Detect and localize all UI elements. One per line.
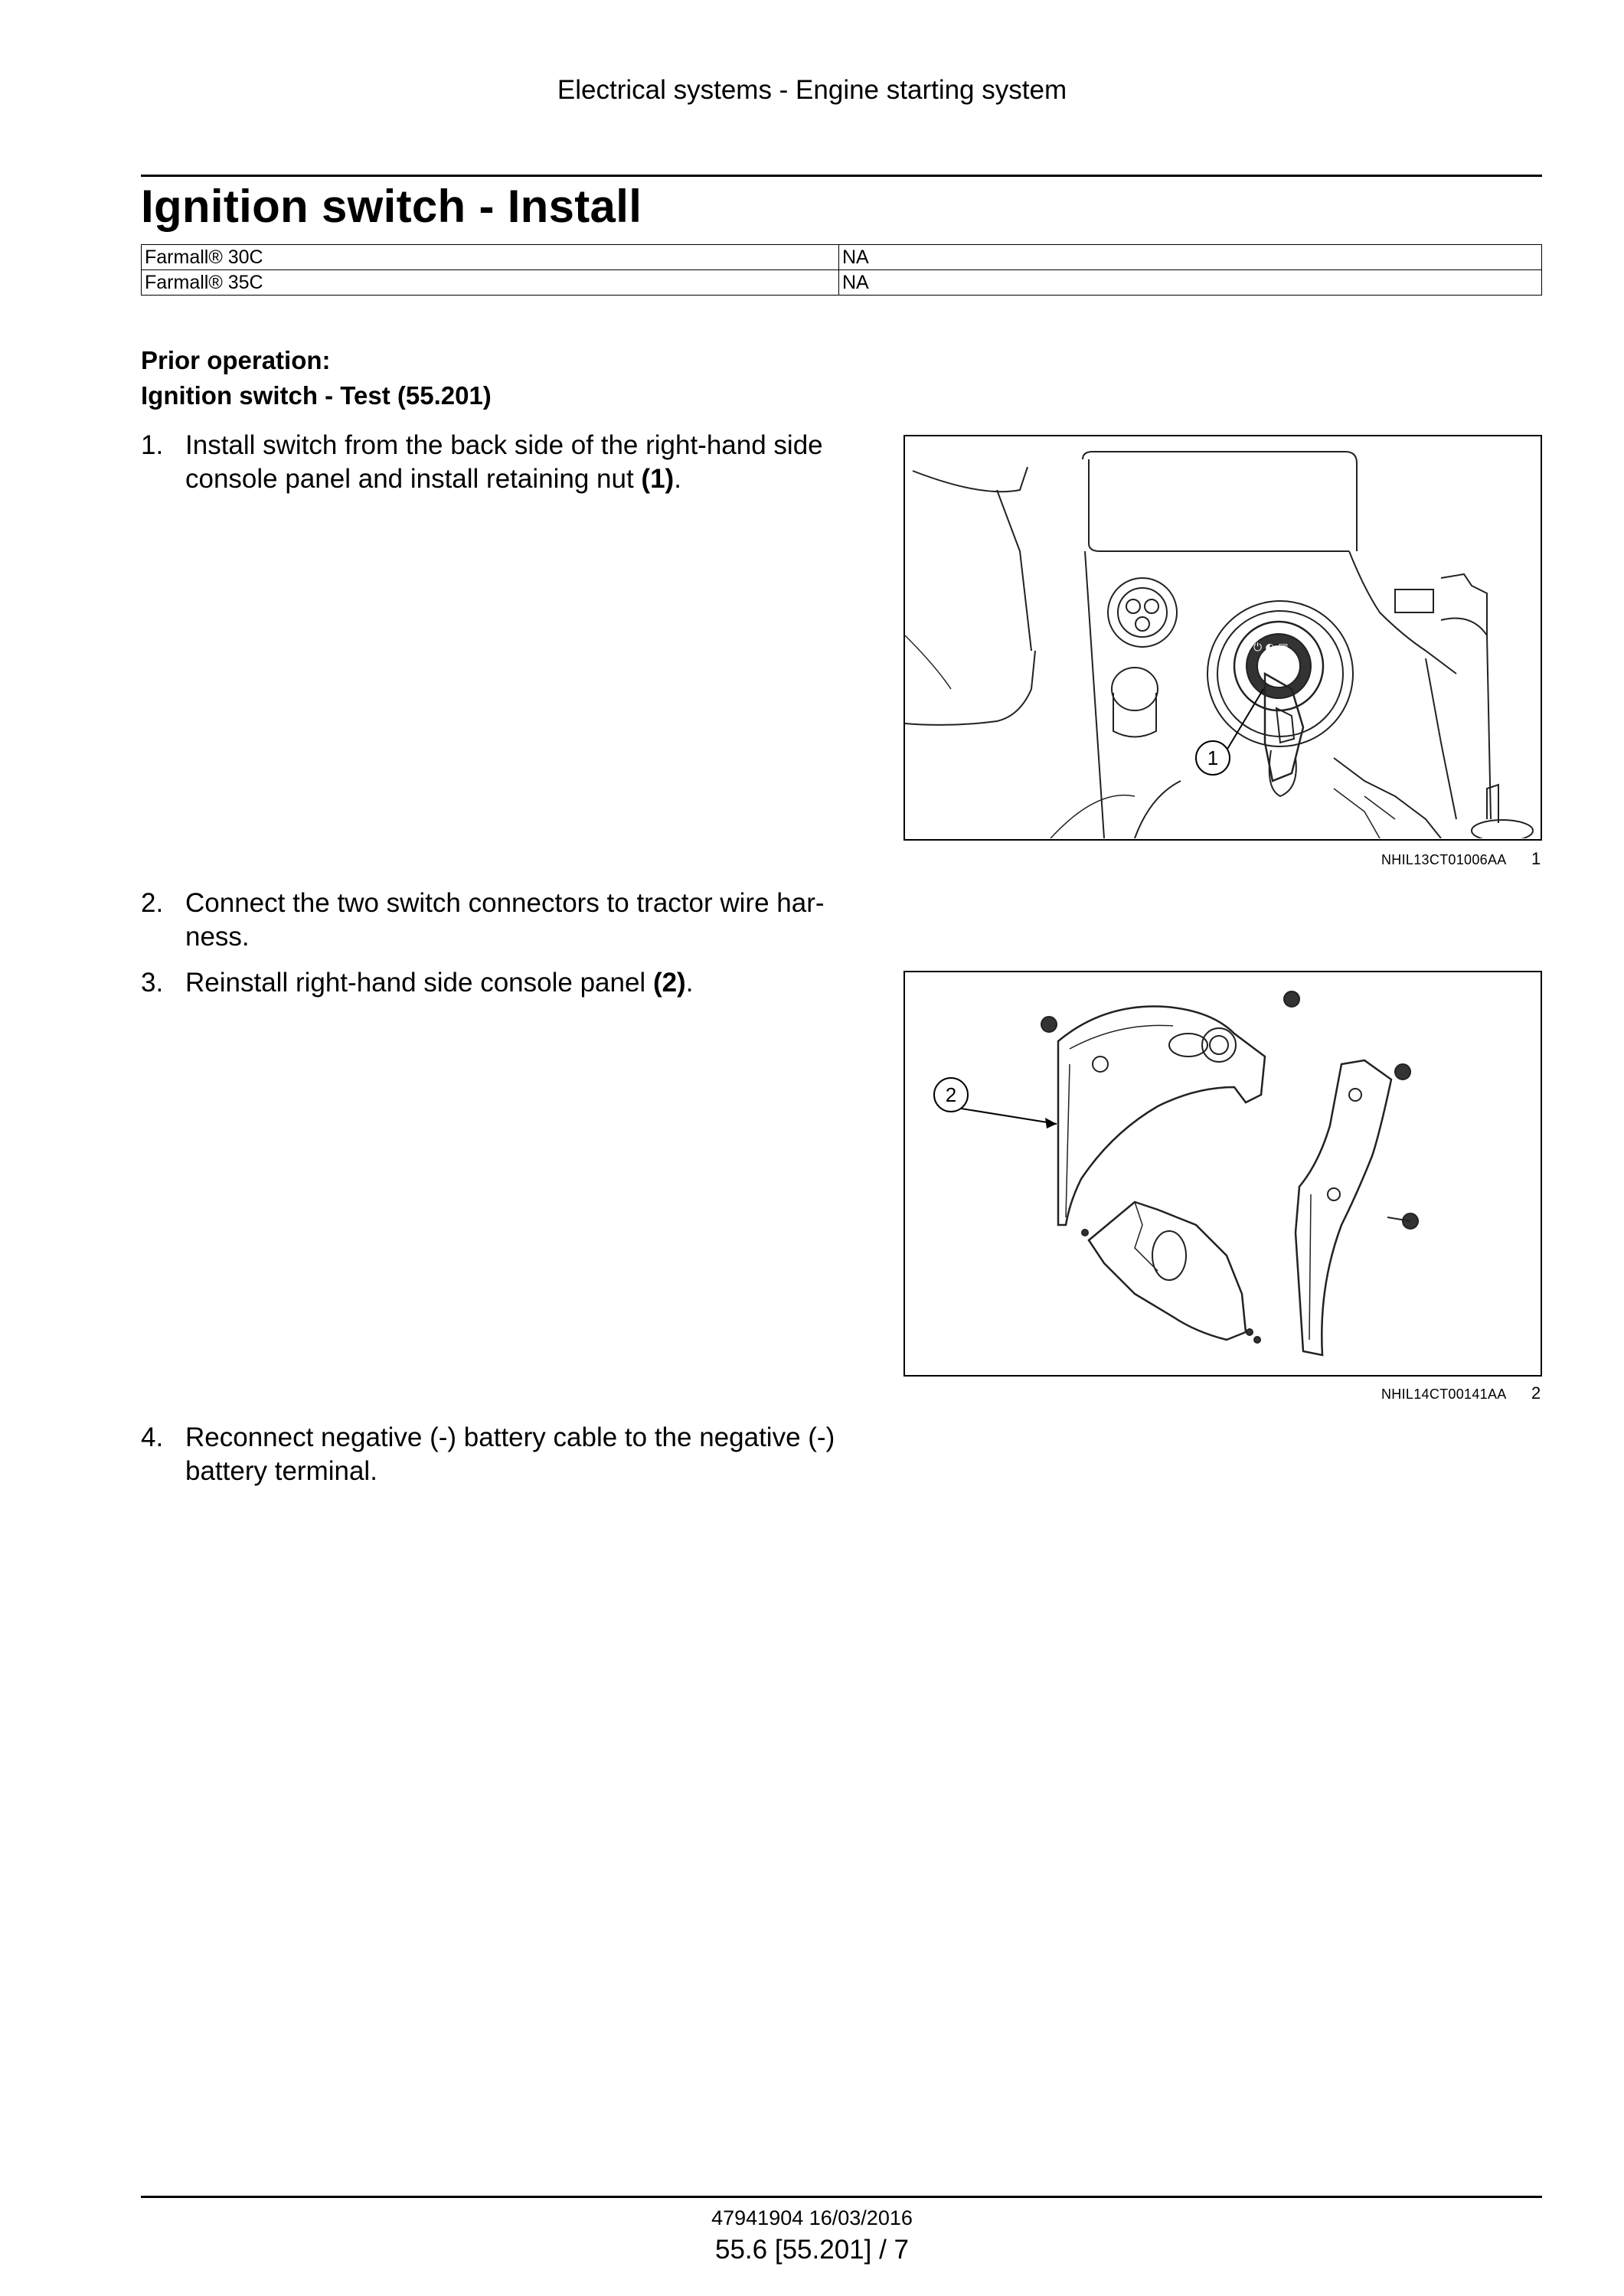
step-1	[141, 429, 853, 496]
ignition-switch-illustration	[905, 436, 1540, 838]
running-header: Electrical systems - Engine starting system	[557, 75, 1067, 105]
step-number: 1.	[141, 430, 164, 460]
figure-2-code: NHIL14CT00141AA	[1381, 1386, 1507, 1402]
page-title: Ignition switch - Install	[141, 181, 642, 232]
prior-operation-link[interactable]: Ignition switch - Test (55.201)	[141, 381, 492, 410]
step-number: 3.	[141, 968, 164, 998]
value-cell: NA	[839, 245, 1542, 270]
header-rule	[141, 175, 1542, 177]
model-cell: Farmall® 30C	[142, 245, 839, 270]
step-text: Install switch from the back side of the right-hand side console panel and install retaining nut (1).	[185, 430, 823, 494]
figure-2-number: 2	[1531, 1383, 1541, 1403]
document-id: 47941904 16/03/2016	[711, 2206, 913, 2229]
console-panel-illustration	[905, 972, 1540, 1374]
step-text: Connect the two switch connectors to tractor wire har-ness.	[185, 888, 825, 952]
step-3	[141, 966, 853, 1000]
step-text: Reinstall right-hand side console panel (2).	[185, 968, 694, 998]
figure-1-ignition-switch	[903, 435, 1542, 841]
table-row	[142, 270, 1542, 296]
step-2	[141, 887, 853, 954]
page-number: 55.6 [55.201] / 7	[715, 2235, 909, 2265]
callout-ref: (1)	[641, 464, 675, 494]
figure-2-console-panel	[903, 971, 1542, 1377]
figure-1-number: 1	[1531, 849, 1541, 868]
footer-rule	[141, 2196, 1542, 2198]
figure-2-callout: 2	[945, 1083, 957, 1106]
model-table	[141, 244, 1542, 296]
step-number: 4.	[141, 1422, 164, 1452]
svg-text:⏻ ◐ ▣: ⏻ ◐ ▣	[1253, 642, 1289, 654]
figure-1-callout: 1	[1207, 746, 1219, 769]
prior-operation	[141, 343, 492, 413]
table-row	[142, 245, 1542, 270]
model-cell: Farmall® 35C	[142, 270, 839, 296]
value-cell: NA	[839, 270, 1542, 296]
step-number: 2.	[141, 888, 164, 918]
prior-operation-label: Prior operation:	[141, 346, 331, 374]
step-4	[141, 1421, 853, 1488]
step-text: Reconnect negative (-) battery cable to the negative (-) battery terminal.	[185, 1422, 835, 1486]
figure-1-code: NHIL13CT01006AA	[1381, 852, 1507, 867]
callout-ref: (2)	[652, 968, 686, 998]
